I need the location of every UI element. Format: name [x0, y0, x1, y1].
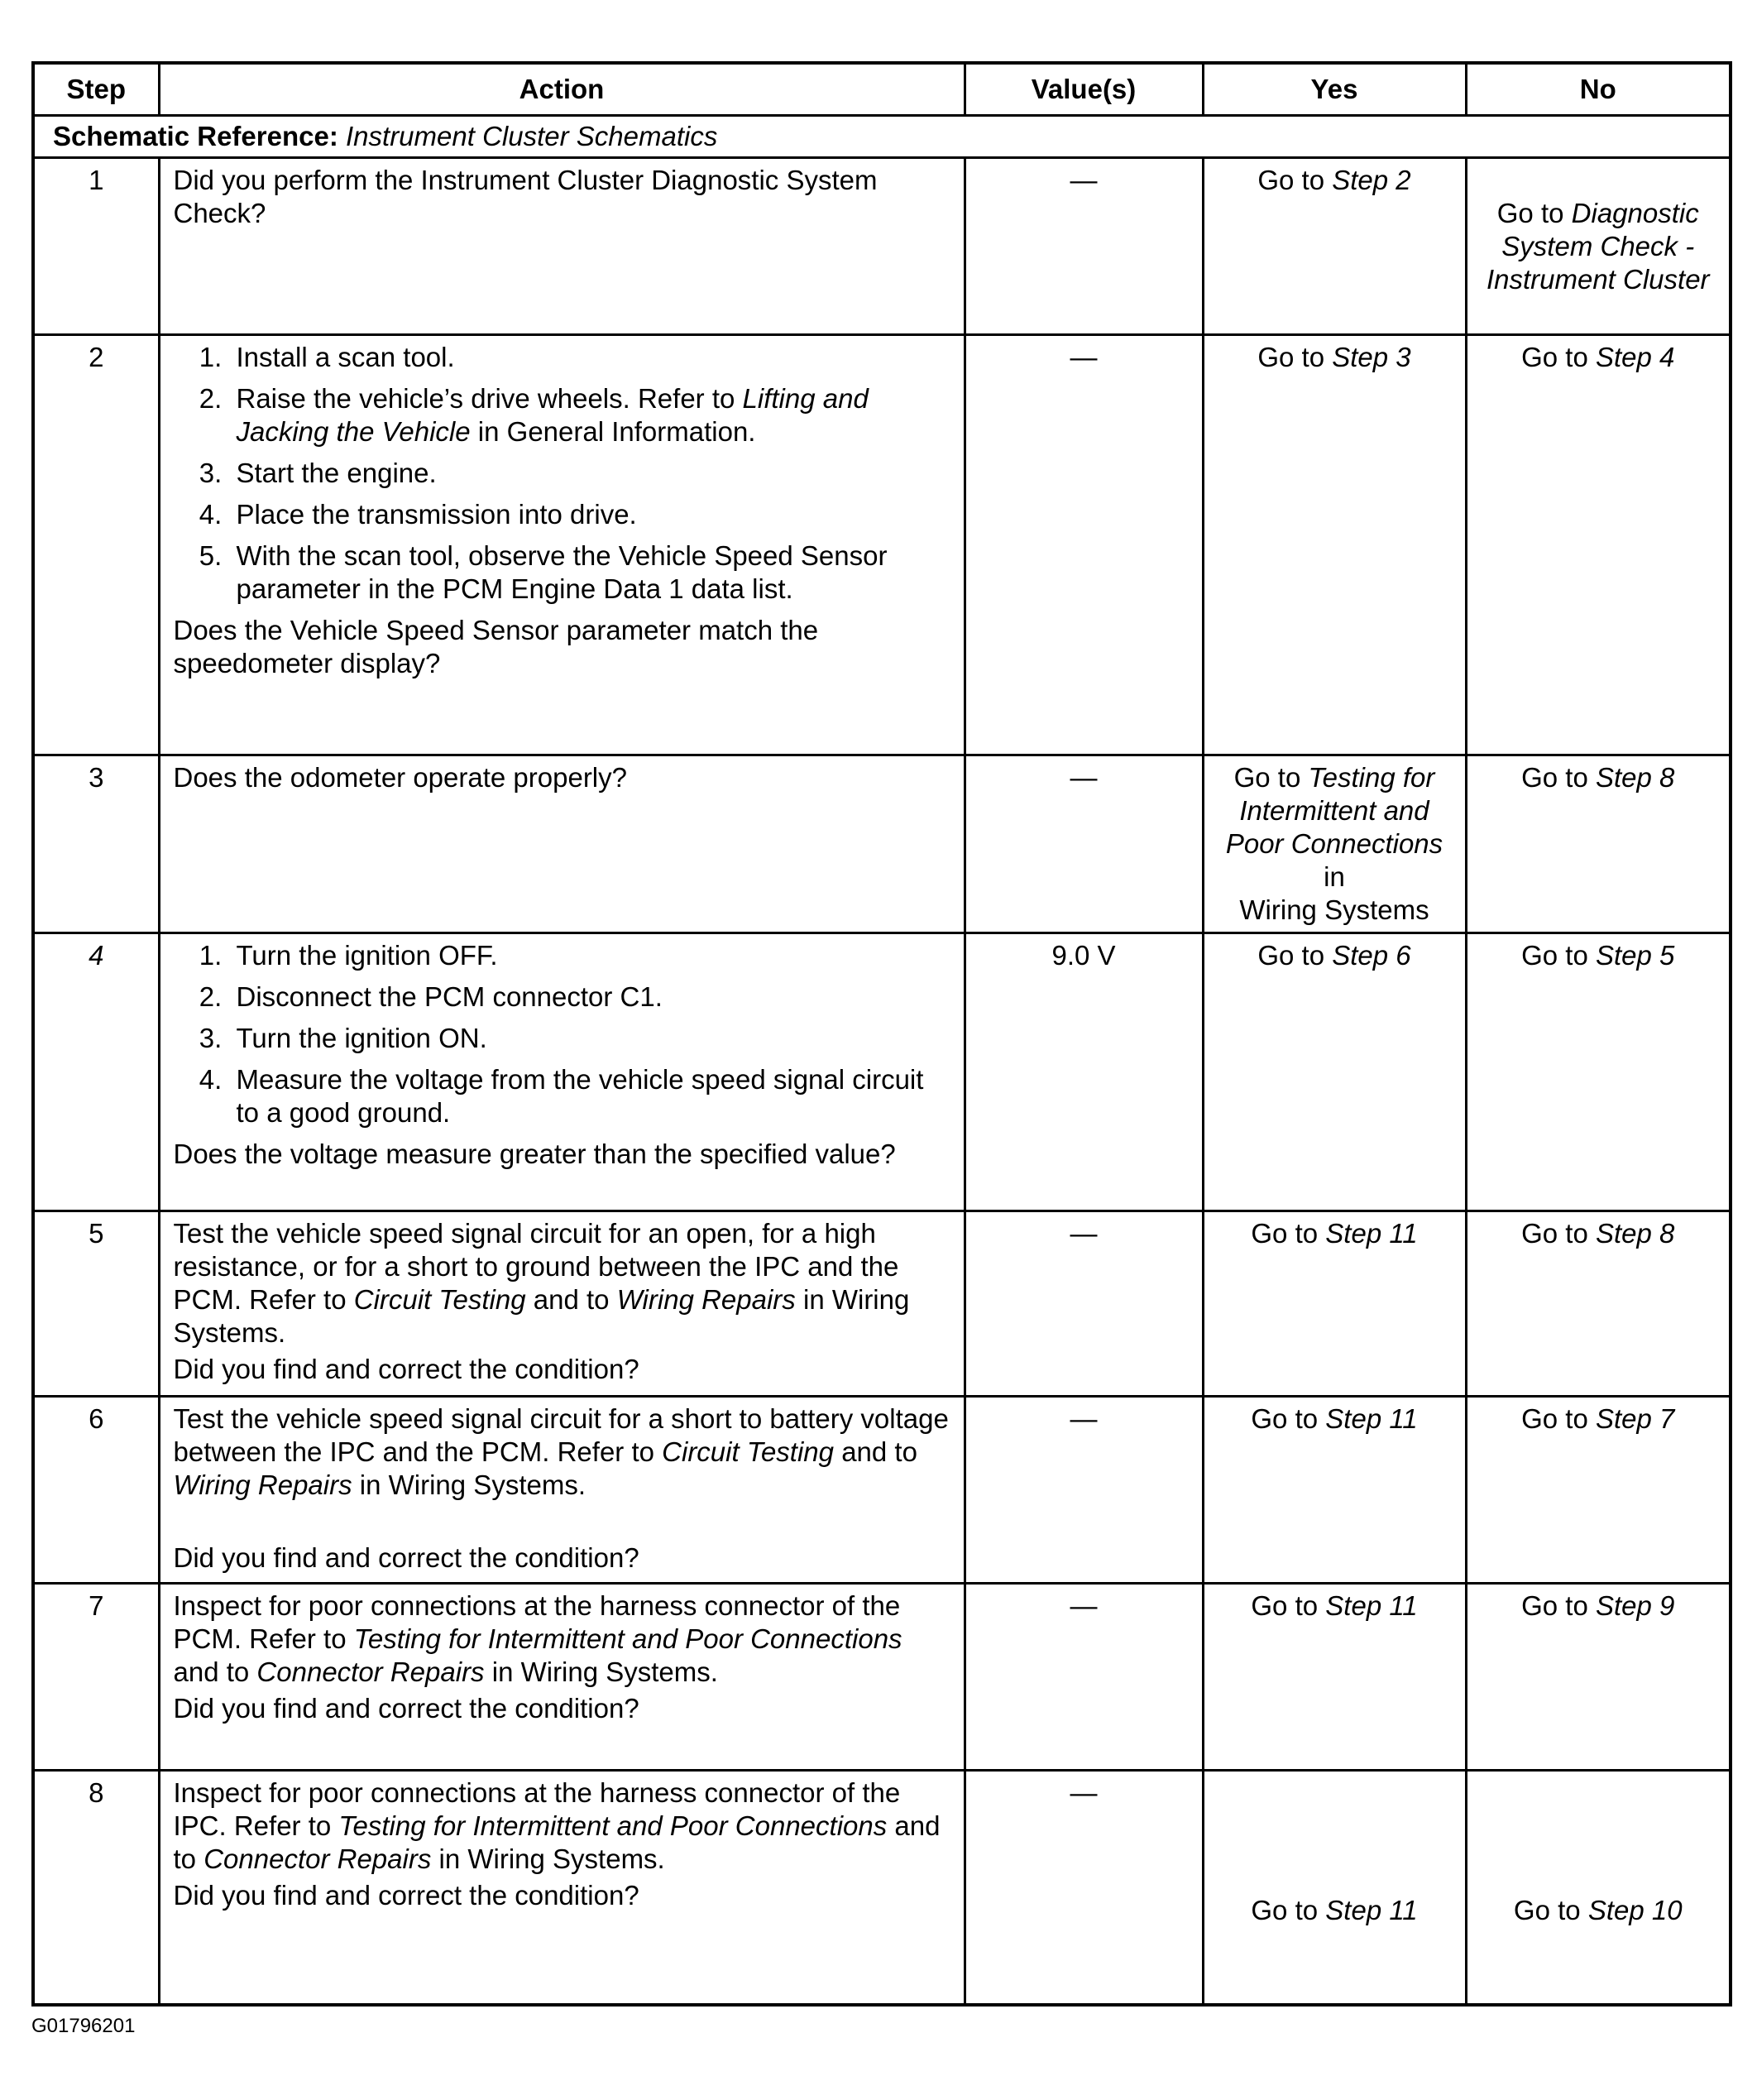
yes-link[interactable]: Step 11 — [1325, 1590, 1418, 1621]
header-row — [33, 63, 1731, 116]
yes-cell: Go to Step 2 — [1203, 158, 1466, 335]
no-link[interactable]: Step 8 — [1595, 762, 1675, 793]
no-link[interactable]: Step 7 — [1595, 1403, 1675, 1434]
reference-link[interactable]: Testing for Intermittent and Poor Connections — [353, 1623, 902, 1654]
value-cell: — — [965, 1771, 1203, 2005]
reference-link[interactable]: Testing for Intermittent and Poor Connections — [338, 1810, 888, 1841]
action-cell — [159, 933, 965, 1211]
action-text: Inspect for poor connections at the harness connector of the IPC. Refer to Testing for Intermittent and Poor Connections and to Connector Repairs in Wiring Systems. — [173, 1777, 941, 1874]
yes-cell: Go to Step 6 — [1203, 933, 1466, 1211]
table-row — [33, 1584, 1731, 1771]
action-question: Does the voltage measure greater than the specified value? — [173, 1139, 896, 1169]
no-cell: Go to Diagnostic System Check - Instrument Cluster — [1466, 158, 1731, 335]
table-row — [33, 1771, 1731, 2005]
action-question: Did you find and correct the condition? — [173, 1880, 639, 1911]
step-number: 8 — [33, 1771, 159, 2005]
action-cell — [159, 1397, 965, 1584]
action-steps-list — [174, 341, 950, 606]
schematic-label: Schematic Reference: — [53, 121, 338, 151]
no-link[interactable]: Diagnostic System Check - Instrument Cluster — [1486, 197, 1710, 295]
list-item: 1. Install a scan tool. — [230, 341, 950, 374]
action-question: Did you find and correct the condition? — [173, 1354, 639, 1384]
value-cell: — — [965, 1397, 1203, 1584]
schematic-reference-row — [33, 116, 1731, 158]
step-number: 1 — [33, 158, 159, 335]
reference-link[interactable]: Wiring Repairs — [173, 1470, 352, 1500]
reference-link[interactable]: Wiring Repairs — [616, 1284, 796, 1315]
table-row — [33, 158, 1731, 335]
action-text: Test the vehicle speed signal circuit for a short to battery voltage between the IPC and the PCM. Refer to Circuit Testing and to Wiring Repairs in Wiring Systems. — [173, 1403, 949, 1500]
reference-link[interactable]: Circuit Testing — [353, 1284, 526, 1315]
action-text: Does the odometer operate properly? — [173, 762, 627, 793]
no-cell: Go to Step 8 — [1466, 1211, 1731, 1397]
reference-link[interactable]: Lifting and Jacking the Vehicle — [236, 383, 869, 447]
header-action: Action — [159, 63, 965, 116]
no-cell: Go to Step 9 — [1466, 1584, 1731, 1771]
no-link[interactable]: Step 8 — [1595, 1218, 1675, 1249]
yes-cell: Go to Step 11 — [1203, 1211, 1466, 1397]
yes-cell: Go to Step 11 — [1203, 1397, 1466, 1584]
reference-link[interactable]: Circuit Testing — [662, 1436, 835, 1467]
list-item: 1. Turn the ignition OFF. — [230, 939, 950, 972]
yes-link[interactable]: Step 11 — [1325, 1895, 1418, 1925]
schematic-reference-link[interactable]: Instrument Cluster Schematics — [346, 121, 718, 151]
step-number: 6 — [33, 1397, 159, 1584]
no-cell: Go to Step 10 — [1466, 1771, 1731, 2005]
action-cell — [159, 335, 965, 755]
step-number: 4 — [33, 933, 159, 1211]
yes-link[interactable]: Step 2 — [1332, 165, 1411, 195]
action-question: Did you find and correct the condition? — [173, 1542, 639, 1573]
action-cell — [159, 755, 965, 933]
no-cell: Go to Step 5 — [1466, 933, 1731, 1211]
no-link[interactable]: Step 4 — [1595, 342, 1675, 372]
yes-link[interactable]: Testing for Intermittent and Poor Connections — [1225, 762, 1443, 859]
list-item: 2. Raise the vehicle’s drive wheels. Refer to Lifting and Jacking the Vehicle in General Information. — [230, 382, 950, 448]
yes-link[interactable]: Step 11 — [1325, 1403, 1418, 1434]
list-item: 3. Turn the ignition ON. — [230, 1022, 950, 1055]
yes-link[interactable]: Step 11 — [1325, 1218, 1418, 1249]
reference-link[interactable]: Connector Repairs — [256, 1657, 485, 1687]
reference-link[interactable]: Connector Repairs — [203, 1843, 432, 1874]
action-cell — [159, 1771, 965, 2005]
no-link[interactable]: Step 5 — [1595, 940, 1675, 971]
header-values: Value(s) — [965, 63, 1203, 116]
diagnostic-table-page — [31, 61, 1729, 2007]
step-number: 7 — [33, 1584, 159, 1771]
list-item: 3. Start the engine. — [230, 457, 950, 490]
yes-cell: Go to Step 3 — [1203, 335, 1466, 755]
step-number: 5 — [33, 1211, 159, 1397]
yes-link[interactable]: Step 3 — [1332, 342, 1411, 372]
value-cell: — — [965, 158, 1203, 335]
action-cell — [159, 1584, 965, 1771]
action-text: Inspect for poor connections at the harness connector of the PCM. Refer to Testing for Intermittent and Poor Connections and to Connector Repairs in Wiring Systems. — [173, 1590, 902, 1687]
no-cell: Go to Step 8 — [1466, 755, 1731, 933]
no-cell: Go to Step 4 — [1466, 335, 1731, 755]
table-row — [33, 1397, 1731, 1584]
list-item: 5. With the scan tool, observe the Vehicle Speed Sensor parameter in the PCM Engine Data 1 data list. — [230, 539, 950, 606]
action-cell — [159, 158, 965, 335]
value-cell: — — [965, 1211, 1203, 1397]
value-cell: — — [965, 335, 1203, 755]
action-text: Did you perform the Instrument Cluster Diagnostic System Check? — [173, 165, 878, 228]
yes-link[interactable]: Step 6 — [1332, 940, 1411, 971]
table-row — [33, 1211, 1731, 1397]
action-text: Test the vehicle speed signal circuit for an open, for a high resistance, or for a short to ground between the IPC and the PCM. Refer to Circuit Testing and to Wiring Repairs in Wiring Systems. — [173, 1218, 910, 1348]
table-row — [33, 335, 1731, 755]
header-step: Step — [33, 63, 159, 116]
header-no: No — [1466, 63, 1731, 116]
action-question: Does the Vehicle Speed Sensor parameter match the speedometer display? — [173, 615, 819, 678]
list-item: 4. Place the transmission into drive. — [230, 498, 950, 531]
yes-cell: Go to Step 11 — [1203, 1771, 1466, 2005]
table-row — [33, 755, 1731, 933]
value-cell: 9.0 V — [965, 933, 1203, 1211]
list-item: 4. Measure the voltage from the vehicle speed signal circuit to a good ground. — [230, 1063, 950, 1129]
figure-id: G01796201 — [31, 2015, 136, 2037]
yes-cell: Go to Step 11 — [1203, 1584, 1466, 1771]
action-cell — [159, 1211, 965, 1397]
list-item: 2. Disconnect the PCM connector C1. — [230, 980, 950, 1014]
diagnostic-table — [31, 61, 1732, 2007]
header-yes: Yes — [1203, 63, 1466, 116]
no-cell: Go to Step 7 — [1466, 1397, 1731, 1584]
step-number: 2 — [33, 335, 159, 755]
table-row — [33, 933, 1731, 1211]
action-steps-list — [174, 939, 950, 1129]
no-link[interactable]: Step 9 — [1595, 1590, 1675, 1621]
step-number: 3 — [33, 755, 159, 933]
yes-cell: Go to Testing for Intermittent and Poor Connections in Wiring Systems — [1203, 755, 1466, 933]
no-link[interactable]: Step 10 — [1587, 1895, 1683, 1925]
action-question: Did you find and correct the condition? — [173, 1693, 639, 1724]
value-cell: — — [965, 755, 1203, 933]
value-cell: — — [965, 1584, 1203, 1771]
